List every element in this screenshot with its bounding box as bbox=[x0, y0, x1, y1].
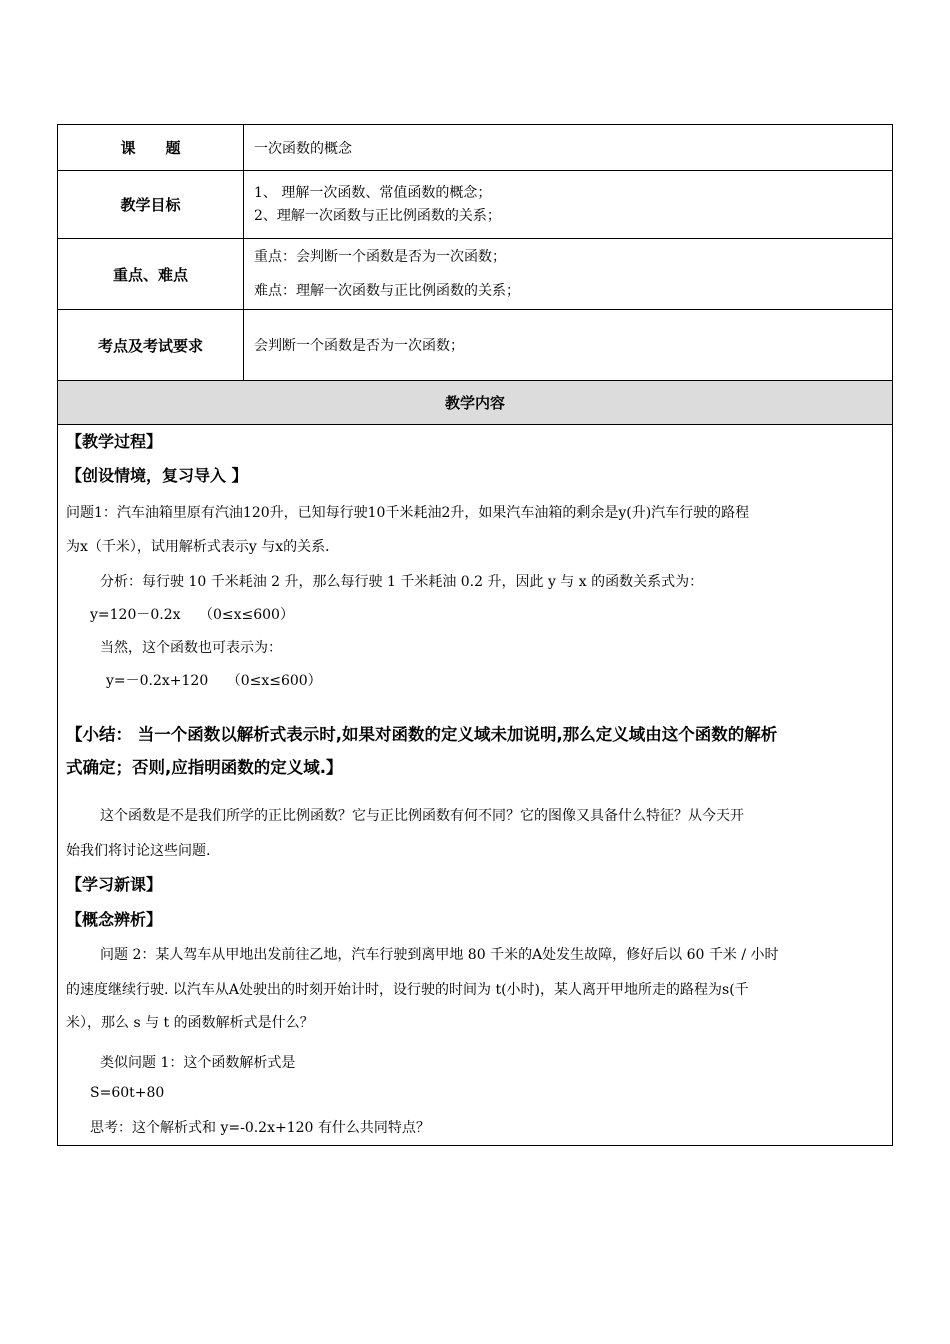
similar-text: 类似问题 1：这个函数解析式是 bbox=[100, 1055, 296, 1071]
exam-value: 会判断一个函数是否为一次函数； bbox=[244, 310, 893, 381]
topic-label: 课 题 bbox=[58, 125, 244, 171]
summary-line: 式确定；否则,应指明函数的定义域.】 bbox=[66, 758, 343, 777]
key-point-item: 重点：会判断一个函数是否为一次函数； bbox=[254, 249, 506, 265]
intro-title: 【创设情境，复习导入 】 bbox=[66, 466, 248, 485]
question-line: 始我们将讨论这些问题. bbox=[66, 843, 211, 859]
question-1-line: 问题1：汽车油箱里原有汽油120升，已知每行驶10千米耗油2升，如果汽车油箱的剩余是y(升)汽车行驶的路程 bbox=[66, 505, 750, 521]
new-lesson-title: 【学习新课】 bbox=[66, 875, 163, 894]
think-text: 思考：这个解析式和 y=-0.2x+120 有什么共同特点？ bbox=[90, 1120, 430, 1136]
key-point-item: 难点：理解一次函数与正比例函数的关系； bbox=[254, 283, 520, 299]
topic-value: 一次函数的概念 bbox=[244, 125, 893, 171]
lesson-content bbox=[58, 425, 893, 1146]
formula-3: S=60t+80 bbox=[90, 1085, 165, 1101]
goal-item: 2、理解一次函数与正比例函数的关系； bbox=[254, 207, 501, 224]
key-points-value bbox=[244, 239, 893, 310]
goal-item: 1、 理解一次函数、常值函数的概念； bbox=[254, 184, 492, 201]
question-2-line: 问题 2：某人驾车从甲地出发前往乙地，汽车行驶到离甲地 80 千米的A处发生故障，修好后以 60 千米 / 小时 bbox=[100, 947, 779, 963]
question-line: 这个函数是不是我们所学的正比例函数？它与正比例函数有何不同？它的图像又具备什么特征？从今天开 bbox=[100, 808, 744, 824]
analysis-text: 分析：每行驶 10 千米耗油 2 升，那么每行驶 1 千米耗油 0.2 升，因此 y 与 x 的函数关系式为： bbox=[100, 574, 704, 590]
content-title: 教学内容 bbox=[58, 381, 893, 425]
question-2-line: 的速度继续行驶. 以汽车从A处驶出的时刻开始计时，设行驶的时间为 t(小时)，某人离开甲地所走的路程为s(千 bbox=[66, 982, 749, 998]
key-points-label: 重点、难点 bbox=[58, 239, 244, 310]
goal-value bbox=[244, 171, 893, 239]
summary-line: 【小结： 当一个函数以解析式表示时,如果对函数的定义域未加说明,那么定义域由这个函数的解析 bbox=[66, 725, 778, 744]
process-title: 【教学过程】 bbox=[66, 432, 163, 451]
concept-title: 【概念辨析】 bbox=[66, 910, 163, 929]
formula-2: y=－0.2x+120 （0≤x≤600） bbox=[106, 673, 322, 689]
also-text: 当然，这个函数也可表示为： bbox=[100, 640, 282, 656]
goal-label: 教学目标 bbox=[58, 171, 244, 239]
lesson-plan-table bbox=[57, 124, 893, 1146]
question-2-line: 米），那么 s 与 t 的函数解析式是什么？ bbox=[66, 1015, 314, 1031]
exam-label: 考点及考试要求 bbox=[58, 310, 244, 381]
question-1-line: 为x（千米），试用解析式表示y 与x的关系． bbox=[66, 539, 340, 555]
formula-1: y=120－0.2x （0≤x≤600） bbox=[90, 607, 294, 623]
